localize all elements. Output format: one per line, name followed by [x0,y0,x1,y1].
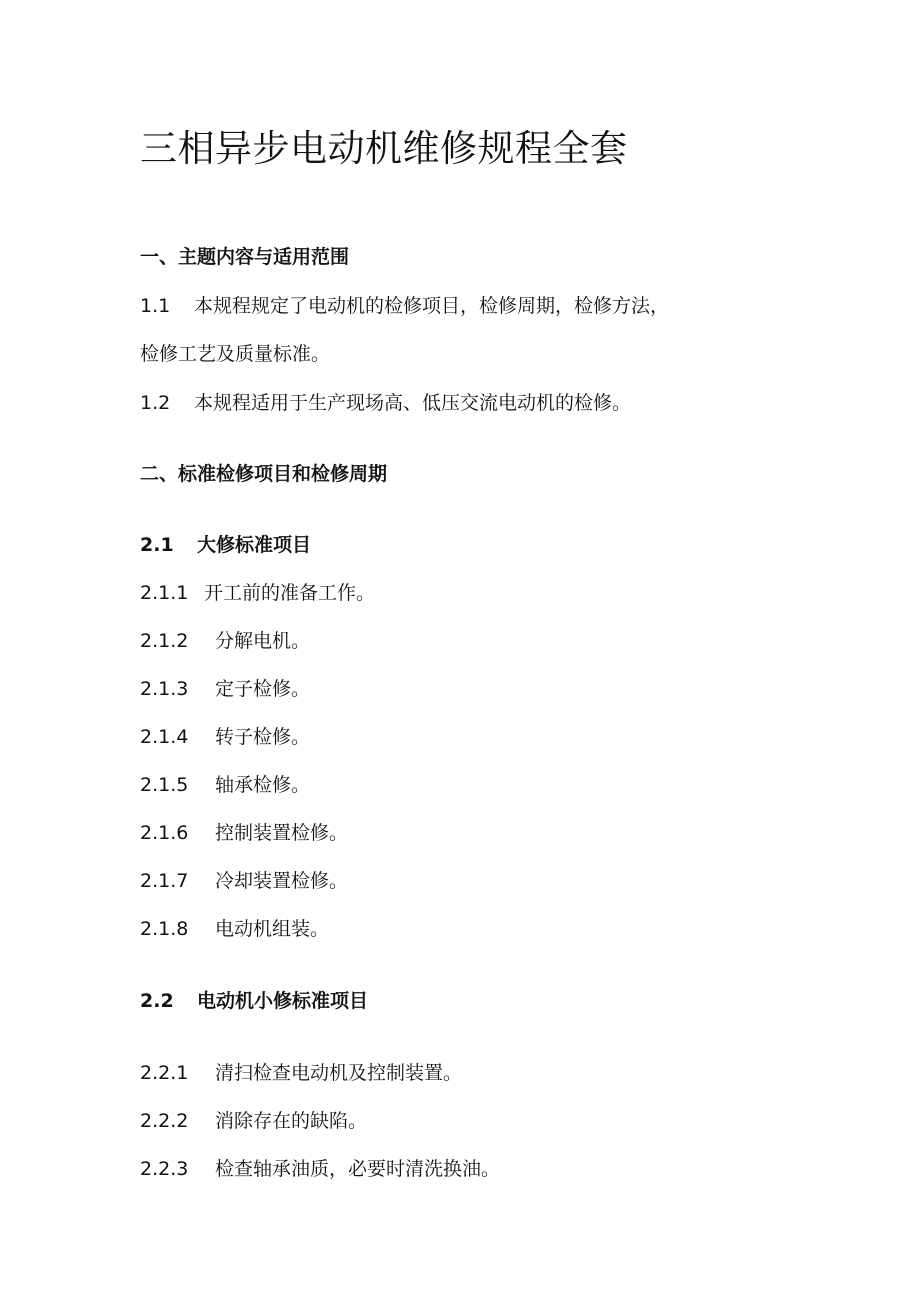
subsection-number: 2.2 [140,990,174,1012]
item-text: 检查轴承油质，必要时清洗换油。 [215,1158,501,1180]
item-text: 定子检修。 [215,678,311,700]
clause-number: 1.1 [140,295,171,317]
item-2-1-3 [140,675,310,703]
item-2-1-5 [140,771,310,799]
clause-1-2 [140,389,631,417]
item-text: 控制装置检修。 [215,822,349,844]
clause-1-1 [140,292,669,320]
item-number: 2.1.2 [140,630,189,652]
item-text: 电动机组装。 [215,918,330,940]
item-number: 2.2.1 [140,1062,189,1084]
item-2-2-3 [140,1155,500,1183]
subsection-label: 大修标准项目 [197,534,312,556]
item-text: 冷却装置检修。 [215,870,349,892]
item-2-1-6 [140,819,348,847]
subsection-label: 电动机小修标准项目 [197,990,369,1012]
item-text: 消除存在的缺陷。 [215,1110,368,1132]
item-text: 开工前的准备工作。 [204,582,376,604]
item-2-1-4 [140,723,310,751]
item-2-1-8 [140,915,329,943]
item-2-2-2 [140,1107,367,1135]
subsection-2-1-heading [140,531,311,559]
item-2-1-7 [140,867,348,895]
item-2-1-2 [140,627,310,655]
item-text: 转子检修。 [215,726,311,748]
subsection-2-2-heading [140,987,368,1015]
item-number: 2.1.8 [140,918,189,940]
item-number: 2.2.3 [140,1158,189,1180]
item-text: 轴承检修。 [215,774,311,796]
item-text: 清扫检查电动机及控制装置。 [215,1062,463,1084]
item-number: 2.1.4 [140,726,189,748]
section-2-heading: 二、标准检修项目和检修周期 [140,463,388,485]
item-number: 2.1.7 [140,870,189,892]
item-number: 2.1.1 [140,582,189,604]
subsection-number: 2.1 [140,534,174,556]
item-text: 分解电机。 [215,630,311,652]
section-1-heading: 一、主题内容与适用范围 [140,246,350,268]
document-title: 三相异步电动机维修规程全套 [140,127,628,170]
clause-number: 1.2 [140,392,171,414]
item-number: 2.1.6 [140,822,189,844]
item-number: 2.2.2 [140,1110,189,1132]
item-2-1-1 [140,579,375,607]
item-number: 2.1.3 [140,678,189,700]
clause-text: 本规程规定了电动机的检修项目，检修周期，检修方法， [194,295,670,317]
clause-text: 本规程适用于生产现场高、低压交流电动机的检修。 [194,392,632,414]
clause-1-1-continuation: 检修工艺及质量标准。 [140,343,331,365]
item-2-2-1 [140,1059,462,1087]
item-number: 2.1.5 [140,774,189,796]
